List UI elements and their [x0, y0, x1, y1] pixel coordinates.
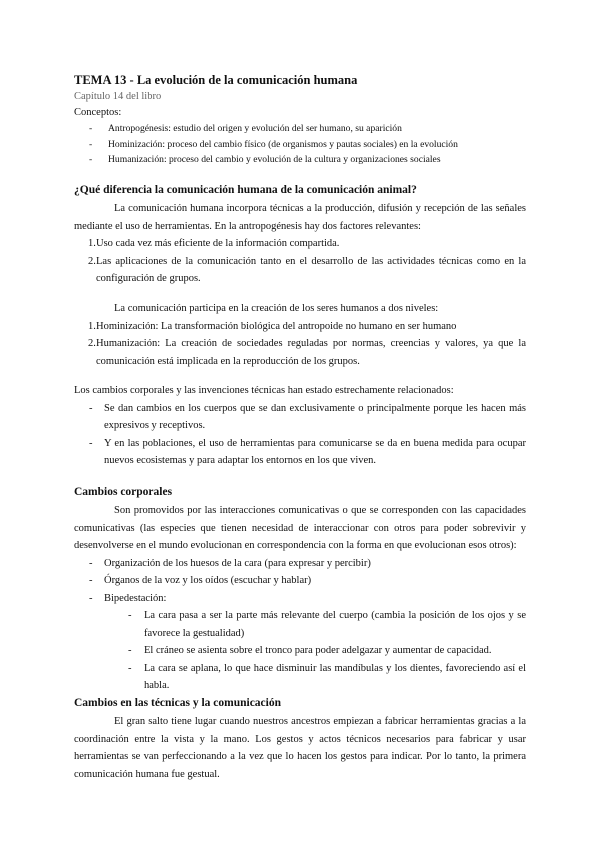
levels-list	[74, 318, 526, 371]
list-item: - Se dan cambios en los cuerpos que se dan exclusivamente o principalmente porque les hacen más expresivos y receptivos.	[89, 402, 526, 431]
list-number: 2.	[88, 338, 96, 349]
section-heading: Cambios en las técnicas y la comunicación	[74, 697, 281, 709]
list-item: - La cara pasa a ser la parte más relevante del cuerpo (cambia la posición de los ojos y se favorece la gestualidad)	[128, 610, 526, 639]
bipedestation-sublist	[74, 607, 526, 695]
paragraph: La comunicación humana incorpora técnicas a la producción, difusión y recepción de las señales mediante el uso de herramientas. En la antropogénesis hay dos factores relevantes:	[74, 203, 526, 232]
list-item: - La cara se aplana, lo que hace disminuir las mandíbulas y los dientes, favoreciendo así el habla.	[128, 662, 526, 691]
page-title: TEMA 13 - La evolución de la comunicación humana	[74, 73, 358, 87]
list-item: 1. Hominización: La transformación biológica del antropoide no humano en ser humano	[74, 318, 526, 336]
paragraph: El gran salto tiene lugar cuando nuestros ancestros empiezan a fabricar herramientas gracias a la coordinación entre la vista y la mano. Los gestos y actos técnicos necesarios para fabricar y usar herramientas se van perfeccionando a la vez que lo hacen los gestos para indicar. Por lo tanto, la primera comunicación humana fue gestual.	[74, 716, 526, 780]
changes-list	[74, 400, 526, 470]
list-number: 1.	[88, 238, 96, 249]
list-item: 2. Las aplicaciones de la comunicación tanto en el desarrollo de las actividades técnicas como en la configuración de grupos.	[74, 253, 526, 288]
section-heading: ¿Qué diferencia la comunicación humana de la comunicación animal?	[74, 184, 417, 196]
list-item: - Bipedestación:	[89, 592, 167, 604]
list-item: 1. Uso cada vez más eficiente de la información compartida.	[74, 235, 526, 253]
section-heading: Cambios corporales	[74, 486, 173, 498]
list-item: - Órganos de la voz y los oídos (escuchar y hablar)	[89, 575, 312, 586]
section2-body	[74, 502, 526, 695]
list-item: - El cráneo se asienta sobre el tronco para poder adelgazar y aumentar de capacidad.	[128, 645, 492, 656]
body-changes-list	[74, 555, 526, 608]
list-item: - Antropogénesis: estudio del origen y evolución del ser humano, su aparición	[74, 121, 526, 137]
list-item: - Y en las poblaciones, el uso de herramientas para comunicarse se da en buena medida para ocupar nuevos ecosistemas y para adaptar los entornos en los que viven.	[89, 437, 526, 466]
section3-body	[74, 713, 526, 783]
list-number: 1.	[88, 320, 96, 332]
paragraph: Los cambios corporales y las invenciones técnicas han estado estrechamente relacionados:	[74, 385, 454, 396]
concepts-list	[74, 121, 526, 168]
page-subtitle: Capítulo 14 del libro	[74, 91, 162, 102]
paragraph: La comunicación participa en la creación de los seres humanos a dos niveles:	[114, 303, 439, 314]
paragraph: Son promovidos por las interacciones comunicativas o que se corresponden con las capacidades comunicativas (las especies que tienen necesidad de interaccionar con otros para poder sobrevivir y desenvolverse en el mundo evolucionan en correspondencia con la forma en que evolucionan esos otros):	[74, 505, 526, 551]
list-number: 2.	[88, 255, 96, 267]
list-item: - Hominización: proceso del cambio físico (de organismos y pautas sociales) en la evolución	[74, 137, 526, 153]
section1-body	[74, 200, 526, 288]
changes-block	[74, 382, 526, 470]
factors-list	[74, 235, 526, 288]
list-item: 2. Humanización: La creación de sociedades reguladas por normas, creencias y valores, ya que la comunicación está implicada en la reproducción de los grupos.	[74, 335, 526, 370]
levels-block	[74, 300, 526, 370]
list-item: - Humanización: proceso del cambio y evolución de la cultura y organizaciones sociales	[74, 152, 526, 168]
list-item: - Organización de los huesos de la cara (para expresar y percibir)	[89, 557, 371, 569]
concepts-label: Conceptos:	[74, 107, 122, 118]
